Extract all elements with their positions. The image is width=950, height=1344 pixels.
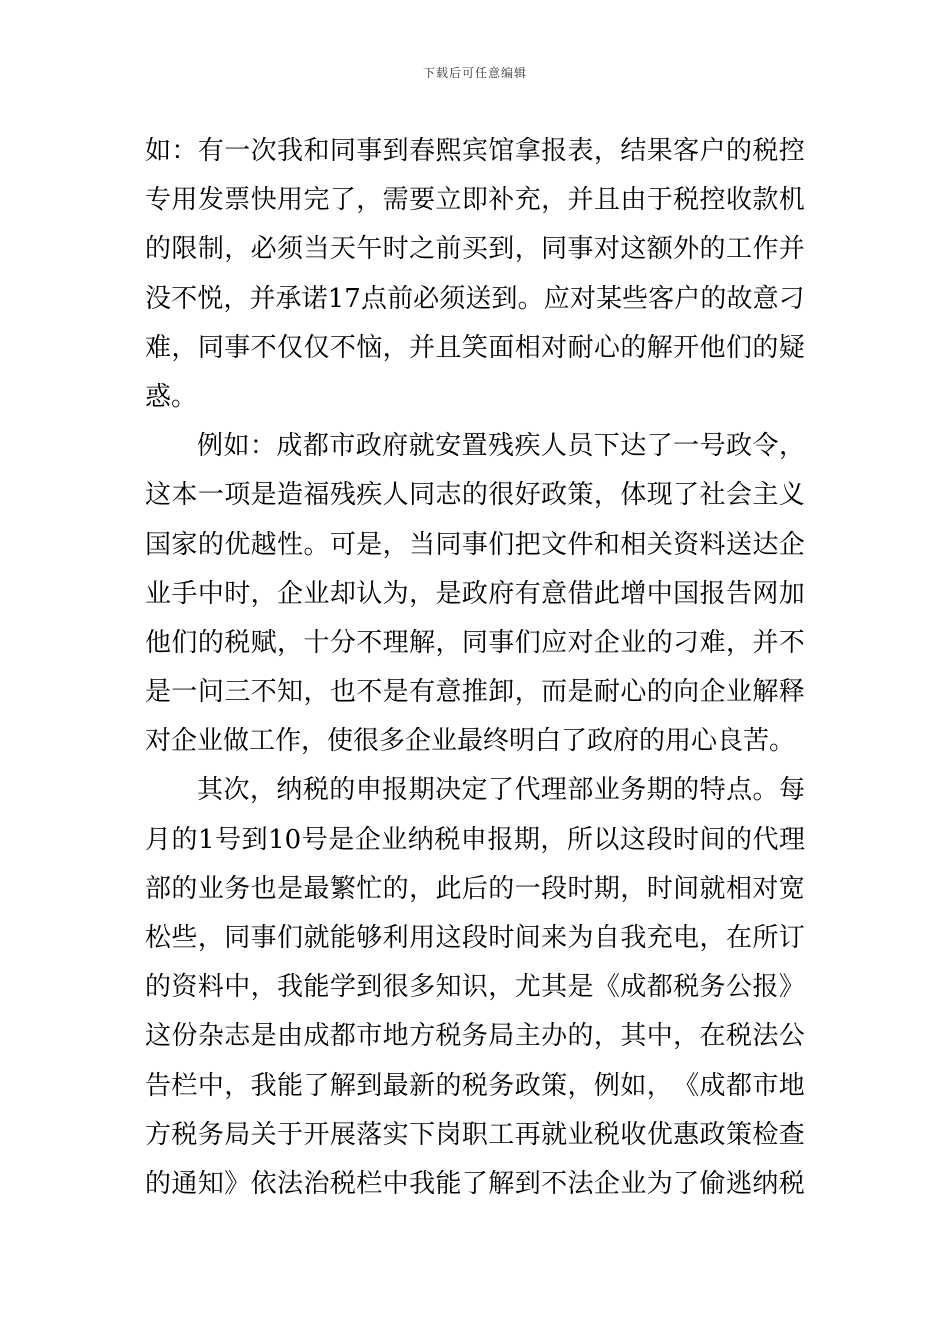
paragraph-line: 的 资 料 中 ， 我 能 学 到 很 多 知 识 ， 尤 其 是 《 成 都 税 务 公 报 》 <box>145 972 805 1003</box>
paragraph-line: 难 ， 同 事 不 仅 仅 不 恼 ， 并 且 笑 面 相 对 耐 心 的 解 开 他 们 的 疑 <box>145 332 805 363</box>
body-text <box>145 127 805 1209</box>
paragraph-line: 的 限 制 ， 必 须 当 天 午 时 之 前 买 到 ， 同 事 对 这 额 外 的 工 作 并 <box>145 234 805 265</box>
paragraph-line: 他 们 的 税 赋 ， 十 分 不 理 解 ， 同 事 们 应 对 企 业 的 刁 难 ， 并 不 <box>145 627 805 658</box>
paragraph-line: 这 本 一 项 是 造 福 残 疾 人 同 志 的 很 好 政 策 ， 体 现 了 社 会 主 义 <box>145 480 805 511</box>
paragraph-line: 业 手 中 时 ， 企 业 却 认 为 ， 是 政 府 有 意 借 此 增 中 国 报 告 网 加 <box>145 578 805 609</box>
paragraph-line: 月 的 1 号 到 10 号 是 企 业 纳 税 申 报 期 ， 所 以 这 段 时 间 的 代 理 <box>145 824 805 855</box>
paragraph-line: 如 ： 有 一 次 我 和 同 事 到 春 熙 宾 馆 拿 报 表 ， 结 果 客 户 的 税 控 <box>145 136 805 166</box>
paragraph-line: 是 一 问 三 不 知 ， 也 不 是 有 意 推 卸 ， 而 是 耐 心 的 向 企 业 解 释 <box>145 677 805 708</box>
paragraph-line: 这 份 杂 志 是 由 成 都 市 地 方 税 务 局 主 办 的 ， 其 中 ， 在 税 法 公 <box>145 1021 805 1052</box>
paragraph-line: 对企业做工作，使很多企业最终明白了政府的用心良苦。 <box>145 726 796 757</box>
paragraph-line: 其 次 ， 纳 税 的 申 报 期 决 定 了 代 理 部 业 务 期 的 特 点 。 每 <box>197 775 805 806</box>
paragraph-line: 惑。 <box>145 381 198 412</box>
paragraph-line: 部 的 业 务 也 是 最 繁 忙 的 ， 此 后 的 一 段 时 期 ， 时 间 就 相 对 宽 <box>145 873 805 904</box>
paragraph-line: 没 不 悦 ， 并 承 诺 17 点 前 必 须 送 到 。 应 对 某 些 客 户 的 故 意 刁 <box>145 283 805 314</box>
header-note: 下载后可任意编辑 <box>422 66 527 80</box>
paragraph-line: 例 如 ： 成 都 市 政 府 就 安 置 残 疾 人 员 下 达 了 一 号 政 令 ， <box>197 431 805 462</box>
paragraph-line: 告 栏 中 ， 我 能 了 解 到 最 新 的 税 务 政 策 ， 例 如 ， 《 成 都 市 地 <box>145 1070 805 1101</box>
paragraph-line: 松 些 ， 同 事 们 就 能 够 利 用 这 段 时 间 来 为 自 我 充 电 ， 在 所 订 <box>145 923 805 953</box>
paragraph-line: 方 税 务 局 关 于 开 展 落 实 下 岗 职 工 再 就 业 税 收 优 惠 政 策 检 查 <box>145 1119 805 1150</box>
paragraph-line: 专 用 发 票 快 用 完 了 ， 需 要 立 即 补 充 ， 并 且 由 于 税 控 收 款 机 <box>145 185 805 216</box>
paragraph-line: 的 通 知 》 依 法 治 税 栏 中 我 能 了 解 到 不 法 企 业 为 了 偷 逃 纳 税 <box>145 1168 805 1199</box>
paragraph-line: 国 家 的 优 越 性 。 可 是 ， 当 同 事 们 把 文 件 和 相 关 资 料 送 达 企 <box>145 529 805 560</box>
